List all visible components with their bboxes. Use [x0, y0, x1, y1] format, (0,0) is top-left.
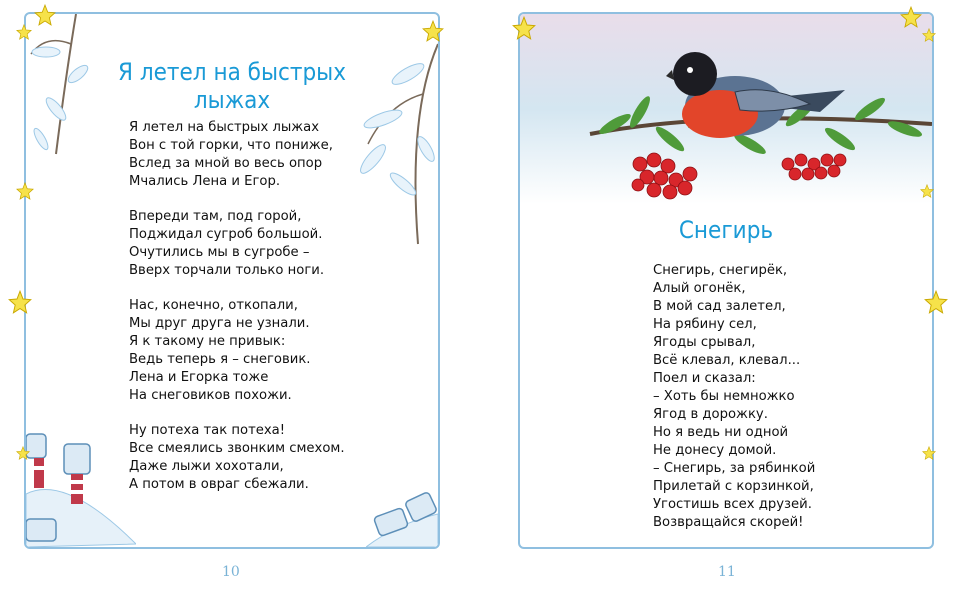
stanza-4: Ну потеха так потеха! Все смеялись звонким смехом. Даже лыжи хохотали, А потом в овраг сбежали.	[129, 423, 345, 492]
poem-title: Снегирь	[678, 216, 774, 244]
star-icon	[512, 16, 536, 40]
star-icon	[900, 6, 922, 28]
star-icon	[924, 290, 948, 314]
star-icon	[34, 4, 56, 26]
poem-body: Снегирь, снегирёк, Алый огонёк, В мой сад залетел, На рябину сел, Ягоды срывал, Всё клевал, клевал... Поел и сказал: – Хоть бы немножко Ягод в дорожку. Но я ведь ни одной Не донесу домой. – Снегирь, за рябинкой Прилетай с корзинкой, Угостишь всех друзей. Возвращайся скорей!	[653, 263, 816, 530]
snowman-boots-illustration	[366, 484, 438, 547]
page-number-right: 11	[718, 564, 736, 580]
left-page	[24, 12, 440, 549]
stanza-1: Я летел на быстрых лыжах Вон с той горки, что пониже, Вслед за мной во весь опор Мчались Лена и Егор.	[129, 120, 333, 189]
star-icon	[922, 28, 936, 42]
right-page	[518, 12, 934, 549]
snowman-legs-illustration	[26, 414, 136, 547]
bullfinch-on-rowan-illustration	[520, 14, 932, 214]
stanza-3: Нас, конечно, откопали, Мы друг друга не узнали. Я к такому не привык: Ведь теперь я – снеговик. Лена и Егорка тоже На снеговиков похожи.	[129, 298, 311, 403]
poem-title-line-1: Я летел на быстрых	[117, 58, 347, 86]
star-icon	[16, 446, 30, 460]
star-icon	[422, 20, 444, 42]
star-icon	[16, 24, 32, 40]
star-icon	[922, 446, 936, 460]
poem-title-line-2: лыжах	[193, 86, 271, 114]
page-number-left: 10	[222, 564, 240, 580]
poem-title	[26, 58, 438, 114]
star-icon	[920, 184, 934, 198]
stanza-2: Впереди там, под горой, Поджидал сугроб большой. Очутились мы в сугробе – Вверх торчали только ноги.	[129, 209, 325, 278]
star-icon	[16, 182, 34, 200]
star-icon	[8, 290, 32, 314]
